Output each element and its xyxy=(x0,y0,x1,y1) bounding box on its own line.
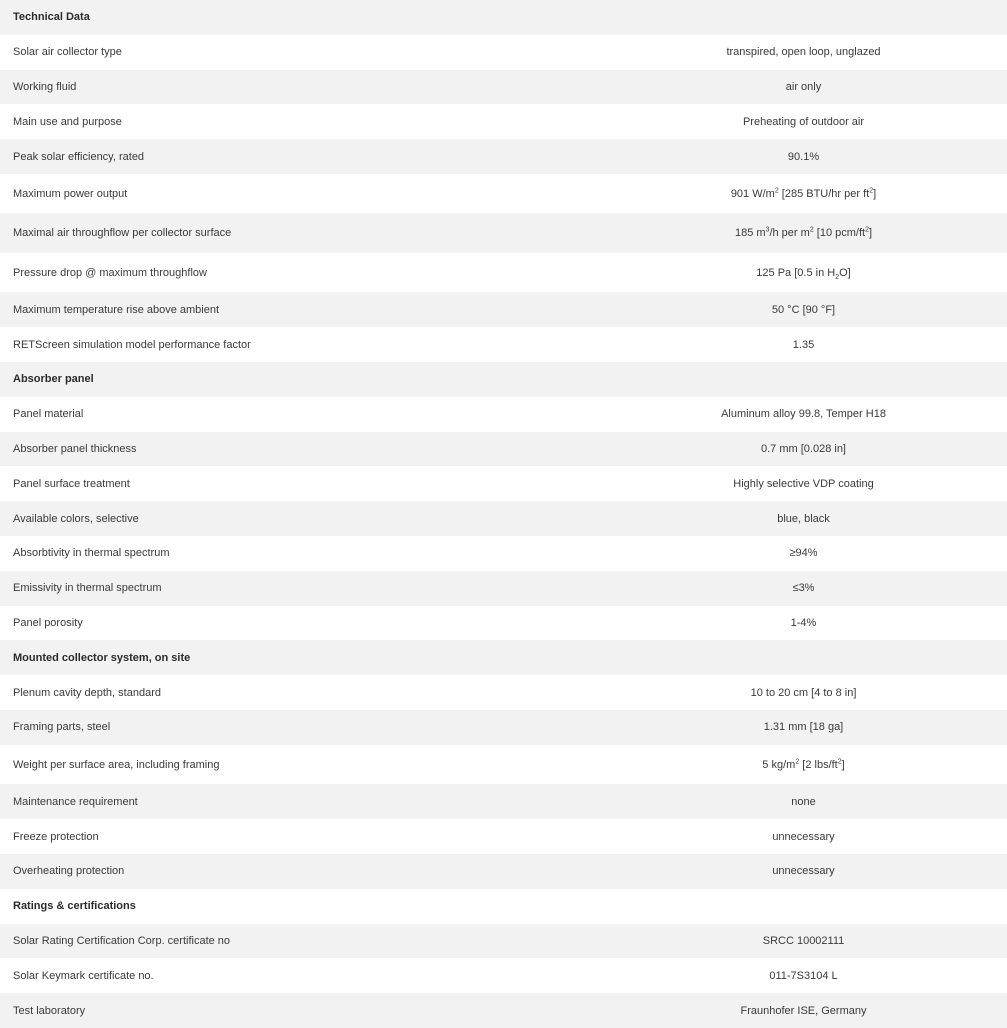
row-label: Panel surface treatment xyxy=(0,466,600,501)
table-row xyxy=(0,327,1007,362)
value-part: [285 BTU/hr per ft xyxy=(778,187,870,200)
table-row xyxy=(0,710,1007,745)
value-subscript: 2 xyxy=(835,273,840,281)
table-row xyxy=(0,745,1007,785)
table-row xyxy=(0,70,1007,105)
table-row xyxy=(0,924,1007,959)
value-part: 901 W/m xyxy=(730,187,775,200)
row-label: Freeze protection xyxy=(0,819,600,854)
row-label: Maximum temperature rise above ambient xyxy=(0,292,600,327)
row-value xyxy=(600,745,1007,785)
row-label: Absorber panel thickness xyxy=(0,432,600,467)
table-row xyxy=(0,993,1007,1028)
table-row xyxy=(0,854,1007,889)
value-superscript: 3 xyxy=(765,226,770,234)
row-value: blue, black xyxy=(600,501,1007,536)
table-row xyxy=(0,35,1007,70)
value-part: O] xyxy=(839,266,851,279)
table-row xyxy=(0,292,1007,327)
row-label: Available colors, selective xyxy=(0,501,600,536)
value-part: [10 pcm/ft xyxy=(813,227,866,240)
row-label: Peak solar efficiency, rated xyxy=(0,139,600,174)
table-row xyxy=(0,174,1007,214)
value-part: /h per m xyxy=(769,227,810,240)
row-value: Aluminum alloy 99.8, Temper H18 xyxy=(600,397,1007,432)
row-value: ≤3% xyxy=(600,571,1007,606)
row-value xyxy=(600,253,1007,293)
value-part: ] xyxy=(873,187,877,200)
row-label: Main use and purpose xyxy=(0,104,600,139)
table-row xyxy=(0,784,1007,819)
row-value xyxy=(600,174,1007,214)
row-label: RETScreen simulation model performance factor xyxy=(0,327,600,362)
row-value: Highly selective VDP coating xyxy=(600,466,1007,501)
row-value: 50 °C [90 °F] xyxy=(600,292,1007,327)
section-title: Mounted collector system, on site xyxy=(0,640,1007,675)
row-label: Working fluid xyxy=(0,70,600,105)
row-label: Maximum power output xyxy=(0,174,600,214)
row-label: Solar air collector type xyxy=(0,35,600,70)
value-part: 125 Pa [0.5 in H xyxy=(756,266,836,279)
section-header-technical-data xyxy=(0,0,1007,35)
section-header-absorber-panel xyxy=(0,362,1007,397)
table-row xyxy=(0,606,1007,641)
value-part: [2 lbs/ft xyxy=(799,758,838,771)
section-title: Ratings & certifications xyxy=(0,889,1007,924)
table-row xyxy=(0,675,1007,710)
value-part: 185 m xyxy=(734,227,766,240)
row-value: 0.7 mm [0.028 in] xyxy=(600,432,1007,467)
row-value: unnecessary xyxy=(600,819,1007,854)
value-part: ] xyxy=(868,227,873,240)
row-value: unnecessary xyxy=(600,854,1007,889)
value-superscript: 2 xyxy=(809,226,814,234)
value-superscript: 2 xyxy=(869,187,874,195)
table-row xyxy=(0,571,1007,606)
value-superscript: 2 xyxy=(837,757,842,765)
row-label: Maximal air throughflow per collector surface xyxy=(0,213,600,253)
value-part: ] xyxy=(841,758,845,771)
section-title: Technical Data xyxy=(0,0,1007,35)
row-value: 1-4% xyxy=(600,606,1007,641)
row-value: 1.35 xyxy=(600,327,1007,362)
table-row xyxy=(0,253,1007,293)
row-label: Emissivity in thermal spectrum xyxy=(0,571,600,606)
row-label: Solar Rating Certification Corp. certificate no xyxy=(0,924,600,959)
row-value: none xyxy=(600,784,1007,819)
row-label: Panel porosity xyxy=(0,606,600,641)
value-superscript: 2 xyxy=(795,757,800,765)
value-superscript: 2 xyxy=(865,226,869,234)
table-row xyxy=(0,501,1007,536)
row-value: Fraunhofer ISE, Germany xyxy=(600,993,1007,1028)
table-row xyxy=(0,104,1007,139)
row-value: Preheating of outdoor air xyxy=(600,104,1007,139)
row-value xyxy=(600,213,1007,253)
row-label: Weight per surface area, including framing xyxy=(0,745,600,785)
table-row xyxy=(0,397,1007,432)
row-label: Test laboratory xyxy=(0,993,600,1028)
row-label: Framing parts, steel xyxy=(0,710,600,745)
table-row xyxy=(0,958,1007,993)
section-title: Absorber panel xyxy=(0,362,1007,397)
row-label: Solar Keymark certificate no. xyxy=(0,958,600,993)
row-label: Plenum cavity depth, standard xyxy=(0,675,600,710)
value-part: 5 kg/m xyxy=(762,758,796,771)
row-value: 10 to 20 cm [4 to 8 in] xyxy=(600,675,1007,710)
section-header-ratings-certifications xyxy=(0,889,1007,924)
row-value: transpired, open loop, unglazed xyxy=(600,35,1007,70)
row-value: 90.1% xyxy=(600,139,1007,174)
value-superscript: 2 xyxy=(774,187,779,195)
table-row xyxy=(0,213,1007,253)
section-header-mounted-collector-system xyxy=(0,640,1007,675)
row-label: Pressure drop @ maximum throughflow xyxy=(0,253,600,293)
row-label: Absorbtivity in thermal spectrum xyxy=(0,536,600,571)
table-row xyxy=(0,466,1007,501)
row-value: air only xyxy=(600,70,1007,105)
row-value: 1.31 mm [18 ga] xyxy=(600,710,1007,745)
table-row xyxy=(0,139,1007,174)
row-label: Maintenance requirement xyxy=(0,784,600,819)
row-label: Panel material xyxy=(0,397,600,432)
row-value: SRCC 10002111 xyxy=(600,924,1007,959)
row-value: ≥94% xyxy=(600,536,1007,571)
row-label: Overheating protection xyxy=(0,854,600,889)
table-row xyxy=(0,432,1007,467)
table-row xyxy=(0,536,1007,571)
row-value: 011-7S3104 L xyxy=(600,958,1007,993)
table-row xyxy=(0,819,1007,854)
